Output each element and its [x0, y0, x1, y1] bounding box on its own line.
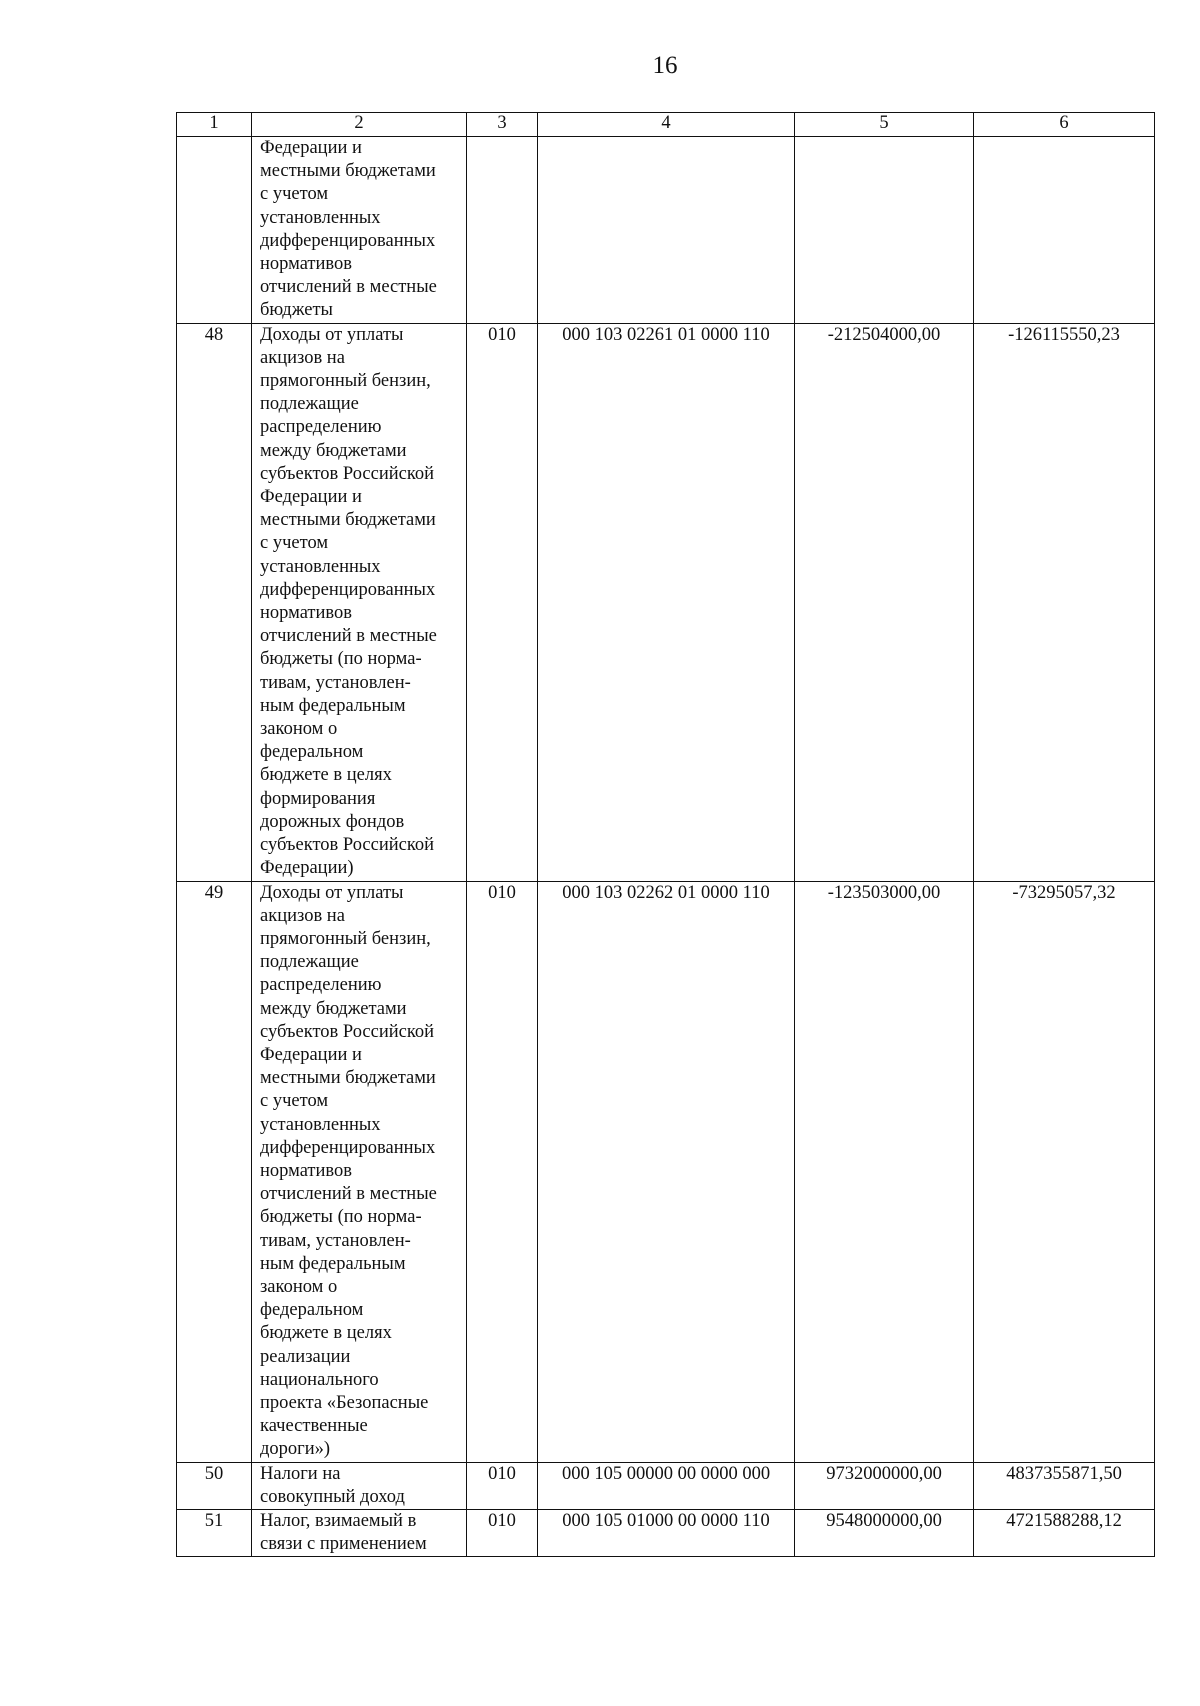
indicator-name-line: нормативов — [260, 1160, 353, 1181]
indicator-name-line: связи с применением — [260, 1534, 427, 1555]
planned-amount-cell: -212504000,00 — [795, 323, 974, 881]
indicator-name-line: федеральном — [260, 742, 364, 763]
table-row — [177, 323, 1155, 881]
indicator-name-line: между бюджетами — [260, 440, 407, 461]
indicator-name-line: с учетом — [260, 533, 329, 554]
indicator-name-line: федеральном — [260, 1300, 364, 1321]
indicator-name-cell — [252, 323, 467, 881]
table-row — [177, 1462, 1155, 1509]
indicator-name-line: местными бюджетами — [260, 161, 436, 182]
table-body — [177, 137, 1155, 1557]
indicator-name-line: ным федеральным — [260, 695, 406, 716]
indicator-name-line: Федерации) — [260, 858, 354, 879]
line-code-cell: 010 — [467, 1509, 538, 1556]
header-row — [177, 113, 1155, 137]
indicator-name-cell — [252, 881, 467, 1462]
indicator-name-line: бюджеты (по норма- — [260, 649, 422, 670]
indicator-name-line: с учетом — [260, 1091, 329, 1112]
indicator-name-line: акцизов на — [260, 905, 345, 926]
executed-amount-cell: 4837355871,50 — [974, 1462, 1155, 1509]
indicator-name-line: бюджеты (по норма- — [260, 1207, 422, 1228]
table-row — [177, 137, 1155, 324]
indicator-name-line: Налог, взимаемый в — [260, 1510, 417, 1531]
budget-classification-code-cell: 000 105 00000 00 0000 000 — [538, 1462, 795, 1509]
indicator-name-line: между бюджетами — [260, 998, 407, 1019]
indicator-name-line: установленных — [260, 207, 381, 228]
indicator-name-line: местными бюджетами — [260, 510, 436, 531]
row-number-cell: 51 — [177, 1509, 252, 1556]
indicator-name-line: нормативов — [260, 254, 353, 275]
indicator-name-line: дифференцированных — [260, 579, 436, 600]
indicator-name-line: Доходы от уплаты — [260, 882, 404, 903]
planned-amount-cell: 9548000000,00 — [795, 1509, 974, 1556]
indicator-name-line: субъектов Российской — [260, 835, 435, 856]
column-header: 3 — [467, 113, 538, 137]
indicator-name-line: качественные — [260, 1416, 368, 1437]
indicator-name-line: акцизов на — [260, 347, 345, 368]
indicator-name-line: законом о — [260, 719, 338, 740]
row-number-cell — [177, 137, 252, 324]
indicator-name-line: с учетом — [260, 184, 329, 205]
indicator-name-line: законом о — [260, 1276, 338, 1297]
indicator-name-line: подлежащие — [260, 952, 359, 973]
page-number: 16 — [652, 52, 678, 79]
line-code-cell: 010 — [467, 881, 538, 1462]
indicator-name-cell — [252, 1509, 467, 1556]
planned-amount-cell: 9732000000,00 — [795, 1462, 974, 1509]
indicator-name-line: национального — [260, 1369, 379, 1390]
indicator-name-cell — [252, 1462, 467, 1509]
indicator-name-cell — [252, 137, 467, 324]
table-row — [177, 1509, 1155, 1556]
indicator-name-line: Федерации и — [260, 138, 362, 158]
indicator-name-line: субъектов Российской — [260, 463, 435, 484]
indicator-name-line: подлежащие — [260, 394, 359, 415]
indicator-name-line: тивам, установлен- — [260, 1230, 411, 1251]
column-header: 6 — [974, 113, 1155, 137]
executed-amount-cell — [974, 137, 1155, 324]
planned-amount-cell: -123503000,00 — [795, 881, 974, 1462]
indicator-name-line: дифференцированных — [260, 1137, 436, 1158]
executed-amount-cell: -73295057,32 — [974, 881, 1155, 1462]
indicator-name-line: ным федеральным — [260, 1253, 406, 1274]
indicator-name-line: отчислений в местные — [260, 626, 437, 647]
budget-classification-code-cell: 000 103 02261 01 0000 110 — [538, 323, 795, 881]
indicator-name-line: формирования — [260, 788, 376, 809]
indicator-name-line: реализации — [260, 1346, 351, 1367]
indicator-name-line: прямогонный бензин, — [260, 371, 431, 392]
budget-classification-code-cell: 000 105 01000 00 0000 110 — [538, 1509, 795, 1556]
indicator-name-line: Доходы от уплаты — [260, 324, 404, 345]
line-code-cell — [467, 137, 538, 324]
indicator-name-line: субъектов Российской — [260, 1021, 435, 1042]
indicator-name-line: бюджеты — [260, 300, 333, 321]
indicator-name-line: установленных — [260, 1114, 381, 1135]
indicator-name-line: дорожных фондов — [260, 811, 405, 832]
indicator-name-line: дороги») — [260, 1439, 331, 1460]
planned-amount-cell — [795, 137, 974, 324]
row-number-cell: 48 — [177, 323, 252, 881]
column-header: 2 — [252, 113, 467, 137]
indicator-name-line: отчислений в местные — [260, 277, 437, 298]
indicator-name-line: дифференцированных — [260, 230, 436, 251]
indicator-name-line: тивам, установлен- — [260, 672, 411, 693]
row-number-cell: 50 — [177, 1462, 252, 1509]
indicator-name-line: Федерации и — [260, 487, 362, 508]
indicator-name-line: отчислений в местные — [260, 1184, 437, 1205]
column-header: 4 — [538, 113, 795, 137]
indicator-name-line: Федерации и — [260, 1044, 362, 1065]
indicator-name-line: бюджете в целях — [260, 765, 392, 786]
indicator-name-line: установленных — [260, 556, 381, 577]
column-header: 5 — [795, 113, 974, 137]
indicator-name-line: совокупный доход — [260, 1486, 405, 1507]
indicator-name-line: распределению — [260, 417, 382, 438]
indicator-name-line: распределению — [260, 975, 382, 996]
indicator-name-line: Налоги на — [260, 1463, 341, 1484]
budget-classification-code-cell: 000 103 02262 01 0000 110 — [538, 881, 795, 1462]
budget-table — [176, 112, 1155, 1557]
line-code-cell: 010 — [467, 1462, 538, 1509]
column-header: 1 — [177, 113, 252, 137]
executed-amount-cell: 4721588288,12 — [974, 1509, 1155, 1556]
row-number-cell: 49 — [177, 881, 252, 1462]
table-row — [177, 881, 1155, 1462]
indicator-name-line: местными бюджетами — [260, 1068, 436, 1089]
indicator-name-line: нормативов — [260, 603, 353, 624]
indicator-name-line: бюджете в целях — [260, 1323, 392, 1344]
budget-classification-code-cell — [538, 137, 795, 324]
executed-amount-cell: -126115550,23 — [974, 323, 1155, 881]
line-code-cell: 010 — [467, 323, 538, 881]
indicator-name-line: проекта «Безопасные — [260, 1392, 429, 1413]
indicator-name-line: прямогонный бензин, — [260, 928, 431, 949]
